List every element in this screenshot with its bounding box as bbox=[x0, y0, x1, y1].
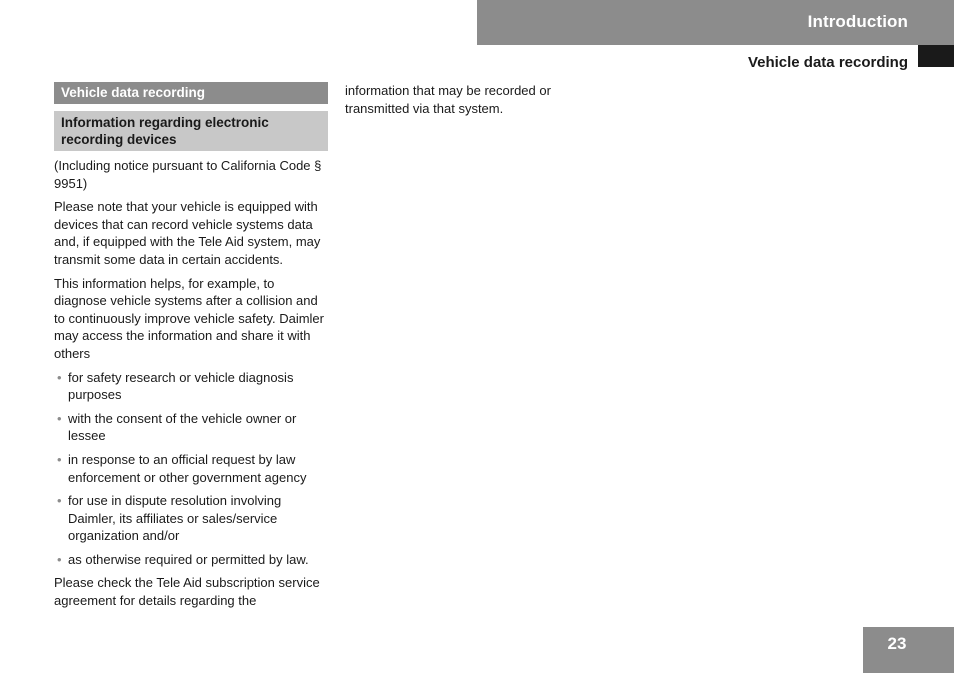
bullet-icon: • bbox=[57, 451, 62, 467]
list-item: • for safety research or vehicle diagnosis purposes bbox=[57, 369, 294, 403]
list-item: • in response to an official request by law enforcement or other government agency bbox=[57, 451, 307, 485]
page-number: 23 bbox=[887, 634, 907, 653]
bullet-icon: • bbox=[57, 369, 62, 385]
page-number-box bbox=[863, 627, 954, 673]
subsection-heading: Information regarding electronic recording devices bbox=[54, 111, 328, 151]
paragraph-information-use: This information helps, for example, to diagnose vehicle systems after a collision and to continuously improve vehicle safety. Daimler may access the information and share it with others bbox=[54, 275, 324, 361]
bullet-list bbox=[54, 369, 328, 569]
chapter-header-bar bbox=[477, 0, 954, 45]
chapter-tab-marker bbox=[918, 45, 954, 67]
bullet-icon: • bbox=[57, 410, 62, 426]
paragraph-california-notice: (Including notice pursuant to California Code § 9951) bbox=[54, 158, 322, 191]
left-column bbox=[54, 82, 328, 610]
chapter-title: Introduction bbox=[807, 12, 908, 31]
bullet-icon: • bbox=[57, 551, 62, 567]
section-heading: Vehicle data recording bbox=[54, 82, 328, 104]
paragraph-subscription: Please check the Tele Aid subscription service agreement for details regarding the bbox=[54, 575, 320, 609]
paragraph-equipment-notice: Please note that your vehicle is equipped with devices that can record vehicle systems data and, if equipped with the Tele Aid system, may transmit some data in certain accidents. bbox=[54, 199, 321, 267]
paragraph-continuation: information that may be recorded or transmitted via that system. bbox=[345, 83, 551, 116]
section-title: Vehicle data recording bbox=[747, 54, 908, 71]
right-column bbox=[345, 82, 595, 117]
list-item: • as otherwise required or permitted by law. bbox=[57, 551, 309, 567]
bullet-icon: • bbox=[57, 493, 62, 509]
list-item: • for use in dispute resolution involving Daimler, its affiliates or sales/service organization and/or bbox=[57, 493, 282, 544]
list-item: • with the consent of the vehicle owner or lessee bbox=[57, 410, 297, 444]
